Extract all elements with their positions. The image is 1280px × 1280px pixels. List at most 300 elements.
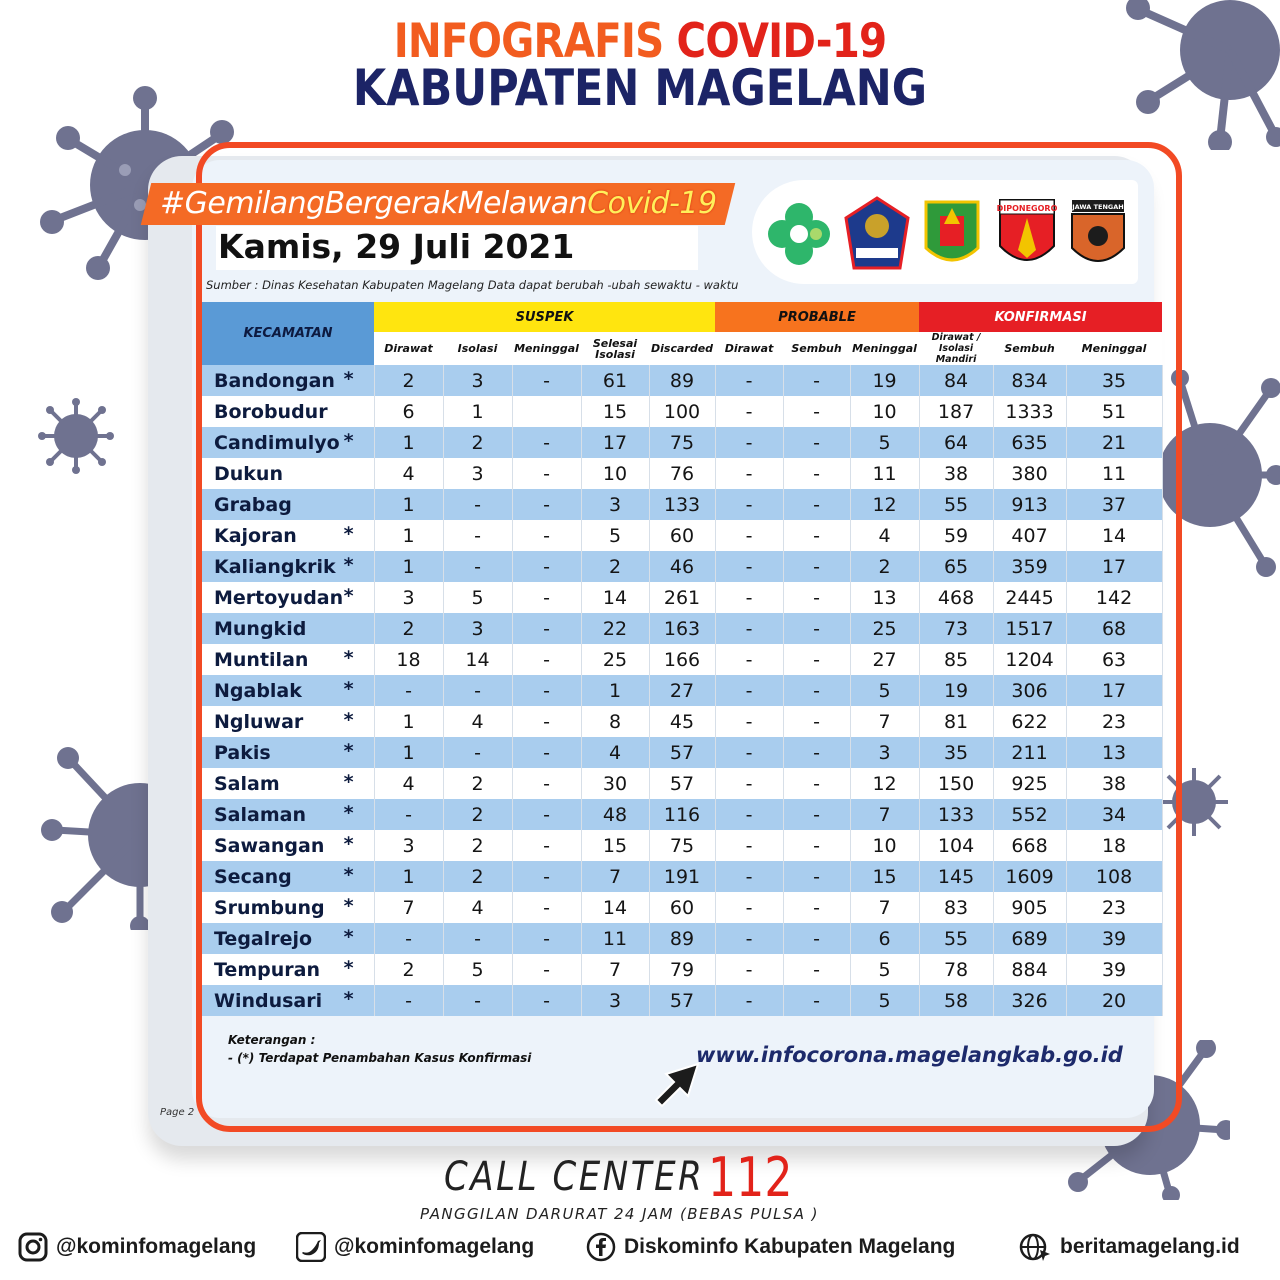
table-cell: -	[512, 706, 581, 737]
subheader-konf-dirawat-line2: Isolasi Mandiri	[935, 343, 977, 365]
table-cell: 1517	[993, 613, 1066, 644]
kecamatan-cell	[202, 768, 374, 799]
table-cell: -	[512, 644, 581, 675]
diponegoro-logo-text: DIPONEGORO	[996, 204, 1058, 213]
table-cell: 63	[1066, 644, 1162, 675]
table-cell: 12	[850, 768, 919, 799]
call-center-number: 112	[708, 1146, 793, 1209]
table-cell: 27	[649, 675, 715, 706]
table-cell: 1	[374, 551, 443, 582]
table-cell: 75	[649, 427, 715, 458]
table-cell: 689	[993, 923, 1066, 954]
table-cell: 5	[443, 954, 512, 985]
table-cell: 17	[581, 427, 649, 458]
table-row	[202, 768, 1162, 799]
table-cell: 11	[581, 923, 649, 954]
table-cell: 45	[649, 706, 715, 737]
table-cell: 10	[850, 830, 919, 861]
table-cell: 3	[850, 737, 919, 768]
table-cell: -	[783, 737, 850, 768]
table-cell: -	[783, 892, 850, 923]
kecamatan-name: Mungkid	[214, 617, 307, 640]
table-cell: -	[512, 892, 581, 923]
page-number: Page 2	[160, 1107, 195, 1118]
table-cell: -	[783, 830, 850, 861]
table-cell: 2	[443, 830, 512, 861]
table-cell: 18	[1066, 830, 1162, 861]
kecamatan-name: Ngluwar	[214, 710, 304, 733]
table-cell: 57	[649, 985, 715, 1016]
table-cell: 306	[993, 675, 1066, 706]
subheader-selesai-isolasi	[581, 332, 649, 365]
table-cell: 5	[850, 954, 919, 985]
table-cell: -	[512, 954, 581, 985]
logos-panel	[752, 180, 1138, 284]
table-cell: 75	[649, 830, 715, 861]
kecamatan-name: Ngablak	[214, 679, 302, 702]
kecamatan-name: Salam	[214, 772, 280, 795]
table-cell: -	[512, 365, 581, 396]
table-cell: -	[512, 458, 581, 489]
table-cell: 7	[374, 892, 443, 923]
table-cell: 19	[919, 675, 993, 706]
table-cell: 3	[443, 458, 512, 489]
table-cell: 2	[581, 551, 649, 582]
notes-item: - (*) Terdapat Penambahan Kasus Konfirmasi	[228, 1051, 532, 1065]
table-cell: 60	[649, 892, 715, 923]
table-cell: 100	[649, 396, 715, 427]
kecamatan-name: Muntilan	[214, 648, 309, 671]
website-link[interactable]: www.infocorona.magelangkab.go.id	[696, 1043, 1123, 1067]
table-cell: 83	[919, 892, 993, 923]
table-cell: -	[374, 799, 443, 830]
kecamatan-cell	[202, 582, 374, 613]
title-part-1: INFOGRAFIS	[393, 14, 677, 69]
kecamatan-cell	[202, 675, 374, 706]
table-cell: -	[715, 427, 783, 458]
table-cell: -	[783, 582, 850, 613]
table-cell: -	[512, 861, 581, 892]
kecamatan-cell	[202, 520, 374, 551]
new-case-marker: *	[343, 802, 354, 824]
table-cell: 1204	[993, 644, 1066, 675]
table-cell: 17	[1066, 675, 1162, 706]
table-cell: 68	[1066, 613, 1162, 644]
table-cell: 884	[993, 954, 1066, 985]
virus-decoration-left-small	[38, 398, 114, 474]
table-cell: 79	[649, 954, 715, 985]
table-row	[202, 675, 1162, 706]
table-cell: 11	[850, 458, 919, 489]
table-cell: 1	[581, 675, 649, 706]
instagram-link[interactable]	[18, 1230, 256, 1264]
table-cell: 142	[1066, 582, 1162, 613]
table-cell: 34	[1066, 799, 1162, 830]
table-cell: -	[783, 458, 850, 489]
covid-data-table	[202, 302, 1163, 1016]
twitter-link[interactable]	[296, 1230, 534, 1264]
table-cell: -	[374, 923, 443, 954]
kecamatan-name: Salaman	[214, 803, 306, 826]
kecamatan-cell	[202, 427, 374, 458]
table-cell: -	[715, 799, 783, 830]
instagram-icon	[18, 1232, 48, 1262]
table-cell: 15	[850, 861, 919, 892]
new-case-marker: *	[343, 523, 354, 545]
table-row	[202, 396, 1162, 427]
table-cell: -	[512, 520, 581, 551]
table-cell: 2	[374, 954, 443, 985]
table-cell: 2	[443, 861, 512, 892]
table-row	[202, 427, 1162, 458]
table-cell: 622	[993, 706, 1066, 737]
table-cell: 104	[919, 830, 993, 861]
table-cell: 7	[850, 799, 919, 830]
table-cell: 359	[993, 551, 1066, 582]
table-cell: 2	[374, 365, 443, 396]
table-cell: 1	[374, 706, 443, 737]
kecamatan-name: Dukun	[214, 462, 283, 485]
subheader-suspek-meninggal: Meninggal	[512, 332, 581, 365]
table-cell: -	[715, 861, 783, 892]
table-cell: -	[715, 675, 783, 706]
table-cell: 23	[1066, 892, 1162, 923]
table-row	[202, 365, 1162, 396]
table-cell: -	[783, 489, 850, 520]
kecamatan-header: KECAMATAN	[202, 302, 374, 365]
table-cell: 4	[374, 458, 443, 489]
subheader-probable-dirawat: Dirawat	[715, 332, 783, 365]
table-cell: -	[715, 396, 783, 427]
table-cell: -	[783, 768, 850, 799]
kecamatan-cell	[202, 706, 374, 737]
table-cell: 85	[919, 644, 993, 675]
table-cell: -	[443, 737, 512, 768]
kecamatan-cell	[202, 365, 374, 396]
kecamatan-cell	[202, 985, 374, 1016]
twitter-icon	[296, 1232, 326, 1262]
table-cell: -	[783, 644, 850, 675]
table-cell: -	[512, 737, 581, 768]
kecamatan-cell	[202, 892, 374, 923]
table-cell: 1609	[993, 861, 1066, 892]
subheader-konfirmasi-meninggal: Meninggal	[1066, 332, 1162, 365]
table-cell: 2	[443, 768, 512, 799]
table-cell: 57	[649, 737, 715, 768]
table-cell: -	[783, 861, 850, 892]
kecamatan-cell	[202, 489, 374, 520]
table-cell: -	[715, 582, 783, 613]
table-cell: 39	[1066, 954, 1162, 985]
subheader-suspek-isolasi: Isolasi	[443, 332, 512, 365]
table-cell: 73	[919, 613, 993, 644]
table-cell: 25	[581, 644, 649, 675]
table-cell: 25	[850, 613, 919, 644]
table-cell: -	[783, 396, 850, 427]
subheader-selesai-line2: Isolasi	[595, 347, 635, 361]
table-row	[202, 520, 1162, 551]
table-row	[202, 799, 1162, 830]
table-cell: 6	[850, 923, 919, 954]
table-cell: -	[512, 923, 581, 954]
table-cell: -	[715, 458, 783, 489]
table-cell: 1333	[993, 396, 1066, 427]
table-cell: 380	[993, 458, 1066, 489]
new-case-marker: *	[343, 585, 354, 607]
table-cell: -	[443, 520, 512, 551]
table-cell: 5	[850, 427, 919, 458]
kecamatan-name: Secang	[214, 865, 292, 888]
hashtag-main: #GemilangBergerakMelawan	[160, 186, 588, 221]
title-part-2: COVID-19	[676, 14, 887, 69]
table-cell: -	[783, 675, 850, 706]
globe-icon	[1018, 1232, 1052, 1262]
table-cell: -	[374, 675, 443, 706]
table-cell: -	[512, 551, 581, 582]
table-cell: -	[715, 489, 783, 520]
kecamatan-cell	[202, 737, 374, 768]
table-row	[202, 923, 1162, 954]
subheader-probable-meninggal: Meninggal	[850, 332, 919, 365]
table-cell: -	[512, 613, 581, 644]
table-cell: 4	[374, 768, 443, 799]
table-row	[202, 706, 1162, 737]
kecamatan-cell	[202, 644, 374, 675]
table-cell: 913	[993, 489, 1066, 520]
table-cell: 58	[919, 985, 993, 1016]
polda-logo-text: JAWA TENGAH	[1072, 203, 1124, 211]
table-cell: 51	[1066, 396, 1162, 427]
table-cell: -	[512, 799, 581, 830]
kecamatan-cell	[202, 799, 374, 830]
table-cell: -	[715, 613, 783, 644]
table-cell: -	[512, 489, 581, 520]
table-cell: 64	[919, 427, 993, 458]
table-cell: -	[715, 830, 783, 861]
table-cell: 191	[649, 861, 715, 892]
table-cell: -	[512, 768, 581, 799]
table-cell: 4	[443, 892, 512, 923]
table-cell: -	[512, 830, 581, 861]
table-cell: -	[715, 365, 783, 396]
table-cell: -	[783, 427, 850, 458]
table-cell: 5	[581, 520, 649, 551]
new-case-marker: *	[343, 957, 354, 979]
table-cell: 65	[919, 551, 993, 582]
table-cell: -	[443, 985, 512, 1016]
table-cell: 15	[581, 830, 649, 861]
table-row	[202, 551, 1162, 582]
table-cell: 6	[374, 396, 443, 427]
table-cell: 15	[581, 396, 649, 427]
table-cell: 61	[581, 365, 649, 396]
table-cell: -	[715, 706, 783, 737]
table-cell: 14	[1066, 520, 1162, 551]
table-cell: 13	[850, 582, 919, 613]
table-cell: -	[443, 551, 512, 582]
new-case-marker: *	[343, 554, 354, 576]
table-cell: 1	[374, 861, 443, 892]
hashtag-text	[160, 184, 740, 224]
table-cell: 668	[993, 830, 1066, 861]
table-cell: 5	[850, 985, 919, 1016]
table-row	[202, 985, 1162, 1016]
satgas-covid-logo	[844, 196, 910, 270]
facebook-icon	[586, 1232, 616, 1262]
subheader-probable-sembuh: Sembuh	[783, 332, 850, 365]
table-cell: -	[715, 892, 783, 923]
table-cell: 81	[919, 706, 993, 737]
table-cell: 76	[649, 458, 715, 489]
table-cell: 635	[993, 427, 1066, 458]
kecamatan-cell	[202, 396, 374, 427]
table-cell: -	[783, 706, 850, 737]
table-cell: 3	[443, 613, 512, 644]
table-cell: 35	[1066, 365, 1162, 396]
table-row	[202, 737, 1162, 768]
kecamatan-name: Kajoran	[214, 524, 297, 547]
table-cell: 19	[850, 365, 919, 396]
table-cell: -	[715, 737, 783, 768]
table-cell: 14	[581, 892, 649, 923]
table-cell: 3	[581, 985, 649, 1016]
table-row	[202, 489, 1162, 520]
table-cell: 20	[1066, 985, 1162, 1016]
table-cell: -	[443, 923, 512, 954]
table-cell: 55	[919, 923, 993, 954]
website-footer-link[interactable]	[1018, 1230, 1240, 1264]
kecamatan-name: Srumbung	[214, 896, 325, 919]
table-cell: -	[715, 923, 783, 954]
kecamatan-cell	[202, 458, 374, 489]
table-cell: 48	[581, 799, 649, 830]
subheader-konf-dirawat-line1: Dirawat /	[931, 332, 981, 343]
facebook-link[interactable]	[586, 1230, 955, 1264]
table-cell: 163	[649, 613, 715, 644]
kecamatan-name: Borobudur	[214, 400, 328, 423]
table-cell: -	[512, 985, 581, 1016]
table-cell: 150	[919, 768, 993, 799]
table-cell: 38	[1066, 768, 1162, 799]
table-cell: 133	[919, 799, 993, 830]
table-cell: 17	[1066, 551, 1162, 582]
suspek-header: SUSPEK	[374, 302, 715, 332]
table-cell: 166	[649, 644, 715, 675]
new-case-marker: *	[343, 864, 354, 886]
table-cell: 37	[1066, 489, 1162, 520]
kecamatan-cell	[202, 861, 374, 892]
table-cell: 14	[443, 644, 512, 675]
table-cell: -	[443, 489, 512, 520]
table-cell: -	[783, 365, 850, 396]
twitter-handle: @kominfomagelang	[334, 1235, 535, 1258]
table-cell: 2	[443, 427, 512, 458]
hashtag-highlight: Covid-19	[587, 186, 717, 221]
table-cell: 7	[581, 861, 649, 892]
subheader-suspek-dirawat: Dirawat	[374, 332, 443, 365]
table-row	[202, 861, 1162, 892]
table-cell: 7	[850, 892, 919, 923]
table-cell: -	[715, 644, 783, 675]
notes-title: Keterangan :	[228, 1033, 316, 1047]
table-cell: 4	[581, 737, 649, 768]
table-cell: 468	[919, 582, 993, 613]
table-cell: 59	[919, 520, 993, 551]
table-cell: 3	[443, 365, 512, 396]
table-cell: 38	[919, 458, 993, 489]
table-cell: 145	[919, 861, 993, 892]
table-cell: 78	[919, 954, 993, 985]
table-cell: 14	[581, 582, 649, 613]
table-cell: 407	[993, 520, 1066, 551]
table-cell: 21	[1066, 427, 1162, 458]
kecamatan-name: Grabag	[214, 493, 292, 516]
kecamatan-name: Mertoyudan	[214, 586, 344, 609]
table-cell: 11	[1066, 458, 1162, 489]
subheader-selesai-line1: Selesai	[592, 336, 638, 350]
table-cell: 4	[850, 520, 919, 551]
instagram-handle: @kominfomagelang	[56, 1235, 257, 1258]
table-cell: 905	[993, 892, 1066, 923]
table-cell: 2445	[993, 582, 1066, 613]
table-cell: 2	[850, 551, 919, 582]
table-cell: 2	[443, 799, 512, 830]
kecamatan-name: Windusari	[214, 989, 323, 1012]
table-cell: 1	[374, 737, 443, 768]
subheader-konfirmasi-sembuh: Sembuh	[993, 332, 1066, 365]
table-cell: 84	[919, 365, 993, 396]
table-cell: 116	[649, 799, 715, 830]
kecamatan-name: Sawangan	[214, 834, 325, 857]
cursor-arrow-icon	[652, 1060, 702, 1108]
table-cell: 552	[993, 799, 1066, 830]
table-cell: -	[715, 985, 783, 1016]
call-center-subtitle: PANGGILAN DARURAT 24 JAM (BEBAS PULSA )	[420, 1205, 819, 1223]
table-cell: 7	[581, 954, 649, 985]
table-cell: 12	[850, 489, 919, 520]
kecamatan-cell	[202, 954, 374, 985]
new-case-marker: *	[343, 988, 354, 1010]
table-cell: 108	[1066, 861, 1162, 892]
kecamatan-name: Tempuran	[214, 958, 320, 981]
table-cell: -	[512, 582, 581, 613]
new-case-marker: *	[343, 678, 354, 700]
table-cell: 39	[1066, 923, 1162, 954]
kemenkes-logo	[764, 198, 834, 270]
new-case-marker: *	[343, 740, 354, 762]
data-source: Sumber : Dinas Kesehatan Kabupaten Magelang Data dapat berubah -ubah sewaktu - waktu	[206, 278, 739, 292]
new-case-marker: *	[343, 709, 354, 731]
kecamatan-cell	[202, 923, 374, 954]
table-cell: 3	[374, 582, 443, 613]
website-footer-text: beritamagelang.id	[1060, 1235, 1240, 1258]
table-cell: 925	[993, 768, 1066, 799]
table-row	[202, 644, 1162, 675]
kecamatan-name: Bandongan	[214, 369, 335, 392]
table-cell: 2	[374, 613, 443, 644]
new-case-marker: *	[343, 771, 354, 793]
table-cell: -	[783, 613, 850, 644]
table-cell: 35	[919, 737, 993, 768]
new-case-marker: *	[343, 895, 354, 917]
table-cell: 133	[649, 489, 715, 520]
table-cell: -	[783, 799, 850, 830]
table-row	[202, 613, 1162, 644]
table-cell: 55	[919, 489, 993, 520]
polda-jateng-logo	[1070, 196, 1126, 272]
table-cell: -	[374, 985, 443, 1016]
table-cell: 60	[649, 520, 715, 551]
